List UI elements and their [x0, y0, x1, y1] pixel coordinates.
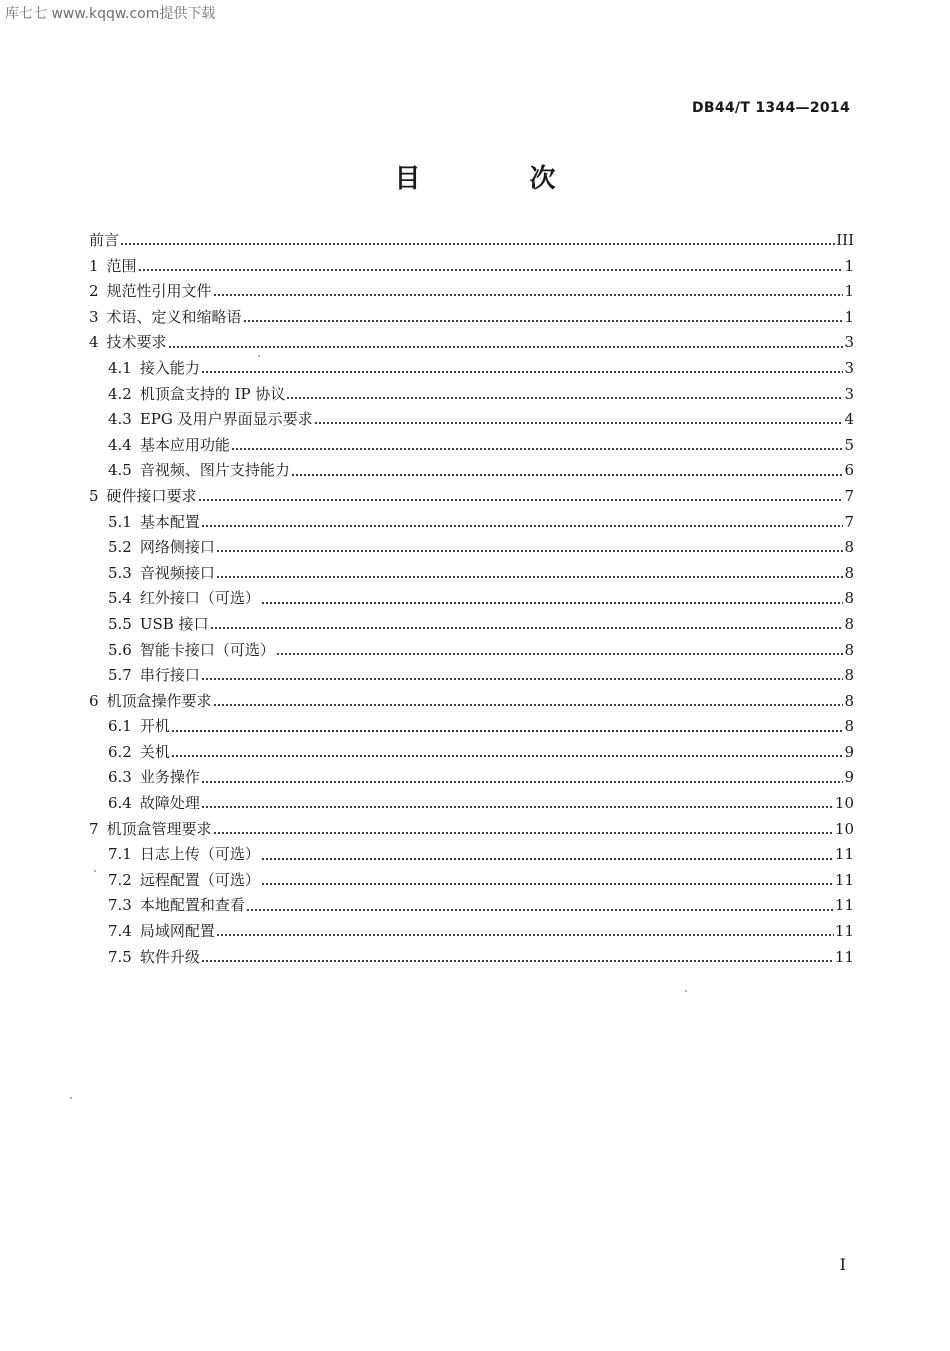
dot-leader — [201, 361, 844, 376]
page-number: I — [839, 1255, 846, 1274]
toc-entry — [89, 484, 854, 510]
toc-entry-title: 关机 — [139, 742, 170, 761]
toc-entry-number: 6.2 — [108, 742, 132, 761]
toc-entry-number: 2 — [89, 282, 99, 301]
toc-entry-title: 规范性引用文件 — [106, 282, 212, 301]
toc-entry — [89, 740, 854, 766]
toc-entry-number: 6 — [89, 691, 99, 710]
scan-speck — [258, 355, 260, 357]
toc-entry-title: 音视频、图片支持能力 — [139, 461, 290, 480]
toc-entry-page: 3 — [844, 358, 854, 377]
toc-entry — [89, 586, 854, 612]
dot-leader — [210, 617, 844, 632]
toc-entry — [89, 893, 854, 919]
dot-leader — [138, 259, 844, 274]
dot-leader — [261, 848, 834, 863]
toc-entry — [89, 458, 854, 484]
toc-entry-page: 9 — [844, 768, 854, 787]
toc-entry-title: 业务操作 — [139, 768, 200, 787]
dot-leader — [246, 899, 834, 914]
table-of-contents — [89, 228, 854, 970]
page-title: 目 次 — [394, 164, 606, 194]
toc-entry-number: 1 — [89, 256, 99, 275]
toc-entry-page: 4 — [844, 410, 854, 429]
toc-entry-title: 日志上传（可选） — [139, 845, 260, 864]
scan-speck — [685, 990, 687, 992]
toc-entry-title: 网络侧接口 — [139, 538, 215, 557]
toc-entry-title: 基本配置 — [139, 512, 200, 531]
dot-leader — [276, 643, 844, 658]
toc-entry-title: 开机 — [139, 717, 170, 736]
dot-leader — [213, 284, 844, 299]
dot-leader — [216, 540, 844, 555]
toc-entry-page: 10 — [834, 794, 854, 813]
dot-leader — [213, 822, 834, 837]
toc-entry — [89, 663, 854, 689]
dot-leader — [198, 489, 844, 504]
toc-entry — [89, 433, 854, 459]
toc-entry — [89, 356, 854, 382]
toc-entry-number: 5 — [89, 486, 99, 505]
toc-entry-title: 机顶盒支持的 IP 协议 — [139, 384, 286, 403]
toc-entry-number: 7.2 — [108, 870, 132, 889]
toc-entry-number: 5.5 — [108, 614, 132, 633]
toc-entry-page: 7 — [844, 486, 854, 505]
toc-entry-page: 1 — [844, 282, 854, 301]
toc-entry-title: 远程配置（可选） — [139, 870, 260, 889]
toc-entry — [89, 330, 854, 356]
dot-leader — [201, 515, 844, 530]
toc-entry-number: 7.3 — [108, 896, 132, 915]
toc-entry — [89, 868, 854, 894]
dot-leader — [261, 592, 844, 607]
toc-entry-number: 7.5 — [108, 947, 132, 966]
toc-entry — [89, 305, 854, 331]
toc-entry-page: 10 — [834, 819, 854, 838]
toc-entry-number: 5.4 — [108, 589, 132, 608]
toc-entry — [89, 919, 854, 945]
toc-entry-page: 8 — [844, 691, 854, 710]
toc-entry-title: 机顶盒管理要求 — [106, 819, 212, 838]
toc-entry-title: 硬件接口要求 — [106, 486, 197, 505]
toc-entry-page: 8 — [844, 563, 854, 582]
toc-entry-title: 本地配置和查看 — [139, 896, 245, 915]
toc-entry-number: 6.1 — [108, 717, 132, 736]
toc-entry-title: 音视频接口 — [139, 563, 215, 582]
toc-entry-number: 5.7 — [108, 666, 132, 685]
dot-leader — [286, 387, 843, 402]
dot-leader — [314, 412, 844, 427]
dot-leader — [171, 745, 844, 760]
toc-entry — [89, 535, 854, 561]
toc-entry-title: 红外接口（可选） — [139, 589, 260, 608]
dot-leader — [216, 924, 834, 939]
toc-entry — [89, 279, 854, 305]
toc-entry-number: 6.4 — [108, 794, 132, 813]
toc-entry-number: 4.5 — [108, 461, 132, 480]
toc-entry-page: 8 — [844, 614, 854, 633]
toc-entry-title: USB 接口 — [139, 614, 209, 633]
toc-entry-number: 5.6 — [108, 640, 132, 659]
toc-entry-page: 11 — [834, 870, 854, 889]
toc-entry-title: 软件升级 — [139, 947, 200, 966]
dot-leader — [231, 438, 844, 453]
toc-entry-number: 7.4 — [108, 922, 132, 941]
dot-leader — [201, 796, 834, 811]
toc-entry-number: 5.3 — [108, 563, 132, 582]
toc-entry — [89, 817, 854, 843]
toc-entry-number: 5.2 — [108, 538, 132, 557]
toc-entry-number: 7.1 — [108, 845, 132, 864]
toc-entry-title: 机顶盒操作要求 — [106, 691, 212, 710]
toc-entry-page: 8 — [844, 640, 854, 659]
toc-entry-page: 9 — [844, 742, 854, 761]
toc-entry — [89, 842, 854, 868]
document-code: DB44/T 1344—2014 — [691, 100, 850, 116]
toc-entry-page: 3 — [844, 333, 854, 352]
toc-entry-number: 5.1 — [108, 512, 132, 531]
toc-entry-number: 6.3 — [108, 768, 132, 787]
toc-entry-title: 基本应用功能 — [139, 435, 230, 454]
toc-entry-page: 7 — [844, 512, 854, 531]
toc-entry-title: 故障处理 — [139, 794, 200, 813]
toc-entry — [89, 612, 854, 638]
toc-entry-title: 技术要求 — [106, 333, 167, 352]
toc-entry-number: 7 — [89, 819, 99, 838]
toc-entry-title: 串行接口 — [139, 666, 200, 685]
toc-entry-page: 5 — [844, 435, 854, 454]
toc-entry-title: 智能卡接口（可选） — [139, 640, 275, 659]
toc-entry-page: III — [836, 231, 854, 249]
toc-entry — [89, 228, 854, 254]
scan-speck — [94, 870, 96, 872]
toc-entry-title: 前言 — [89, 231, 120, 249]
toc-entry-number: 4 — [89, 333, 99, 352]
toc-entry-title: EPG 及用户界面显示要求 — [139, 410, 313, 429]
toc-entry-page: 8 — [844, 717, 854, 736]
dot-leader — [201, 771, 844, 786]
dot-leader — [261, 873, 834, 888]
dot-leader — [291, 464, 844, 479]
toc-entry-title: 局域网配置 — [139, 922, 215, 941]
dot-leader — [243, 310, 844, 325]
toc-entry — [89, 382, 854, 408]
toc-entry-title: 接入能力 — [139, 358, 200, 377]
toc-entry — [89, 254, 854, 280]
toc-entry — [89, 638, 854, 664]
toc-entry-number: 4.1 — [108, 358, 132, 377]
toc-entry-page: 6 — [844, 461, 854, 480]
toc-entry — [89, 765, 854, 791]
toc-entry-number: 4.2 — [108, 384, 132, 403]
toc-entry-number: 3 — [89, 307, 99, 326]
toc-entry-page: 1 — [844, 307, 854, 326]
toc-entry — [89, 561, 854, 587]
toc-entry — [89, 714, 854, 740]
toc-entry — [89, 689, 854, 715]
dot-leader — [120, 233, 835, 248]
toc-entry-page: 8 — [844, 538, 854, 557]
dot-leader — [201, 668, 844, 683]
toc-entry-page: 11 — [834, 896, 854, 915]
dot-leader — [171, 720, 844, 735]
toc-entry-title: 术语、定义和缩略语 — [106, 307, 242, 326]
toc-entry — [89, 791, 854, 817]
dot-leader — [201, 950, 834, 965]
toc-entry-page: 11 — [834, 845, 854, 864]
toc-entry-page: 8 — [844, 589, 854, 608]
toc-entry-page: 1 — [844, 256, 854, 275]
toc-entry-page: 11 — [834, 922, 854, 941]
dot-leader — [168, 336, 844, 351]
toc-entry-page: 8 — [844, 666, 854, 685]
toc-entry-number: 4.3 — [108, 410, 132, 429]
toc-entry-title: 范围 — [106, 256, 137, 275]
dot-leader — [213, 694, 844, 709]
toc-entry — [89, 945, 854, 971]
toc-entry-page: 11 — [834, 947, 854, 966]
toc-entry — [89, 407, 854, 433]
toc-entry-page: 3 — [844, 384, 854, 403]
scan-speck — [70, 1097, 72, 1099]
toc-entry — [89, 510, 854, 536]
watermark-text: 库七七 www.kqqw.com提供下载 — [5, 6, 216, 22]
dot-leader — [216, 566, 844, 581]
toc-entry-number: 4.4 — [108, 435, 132, 454]
